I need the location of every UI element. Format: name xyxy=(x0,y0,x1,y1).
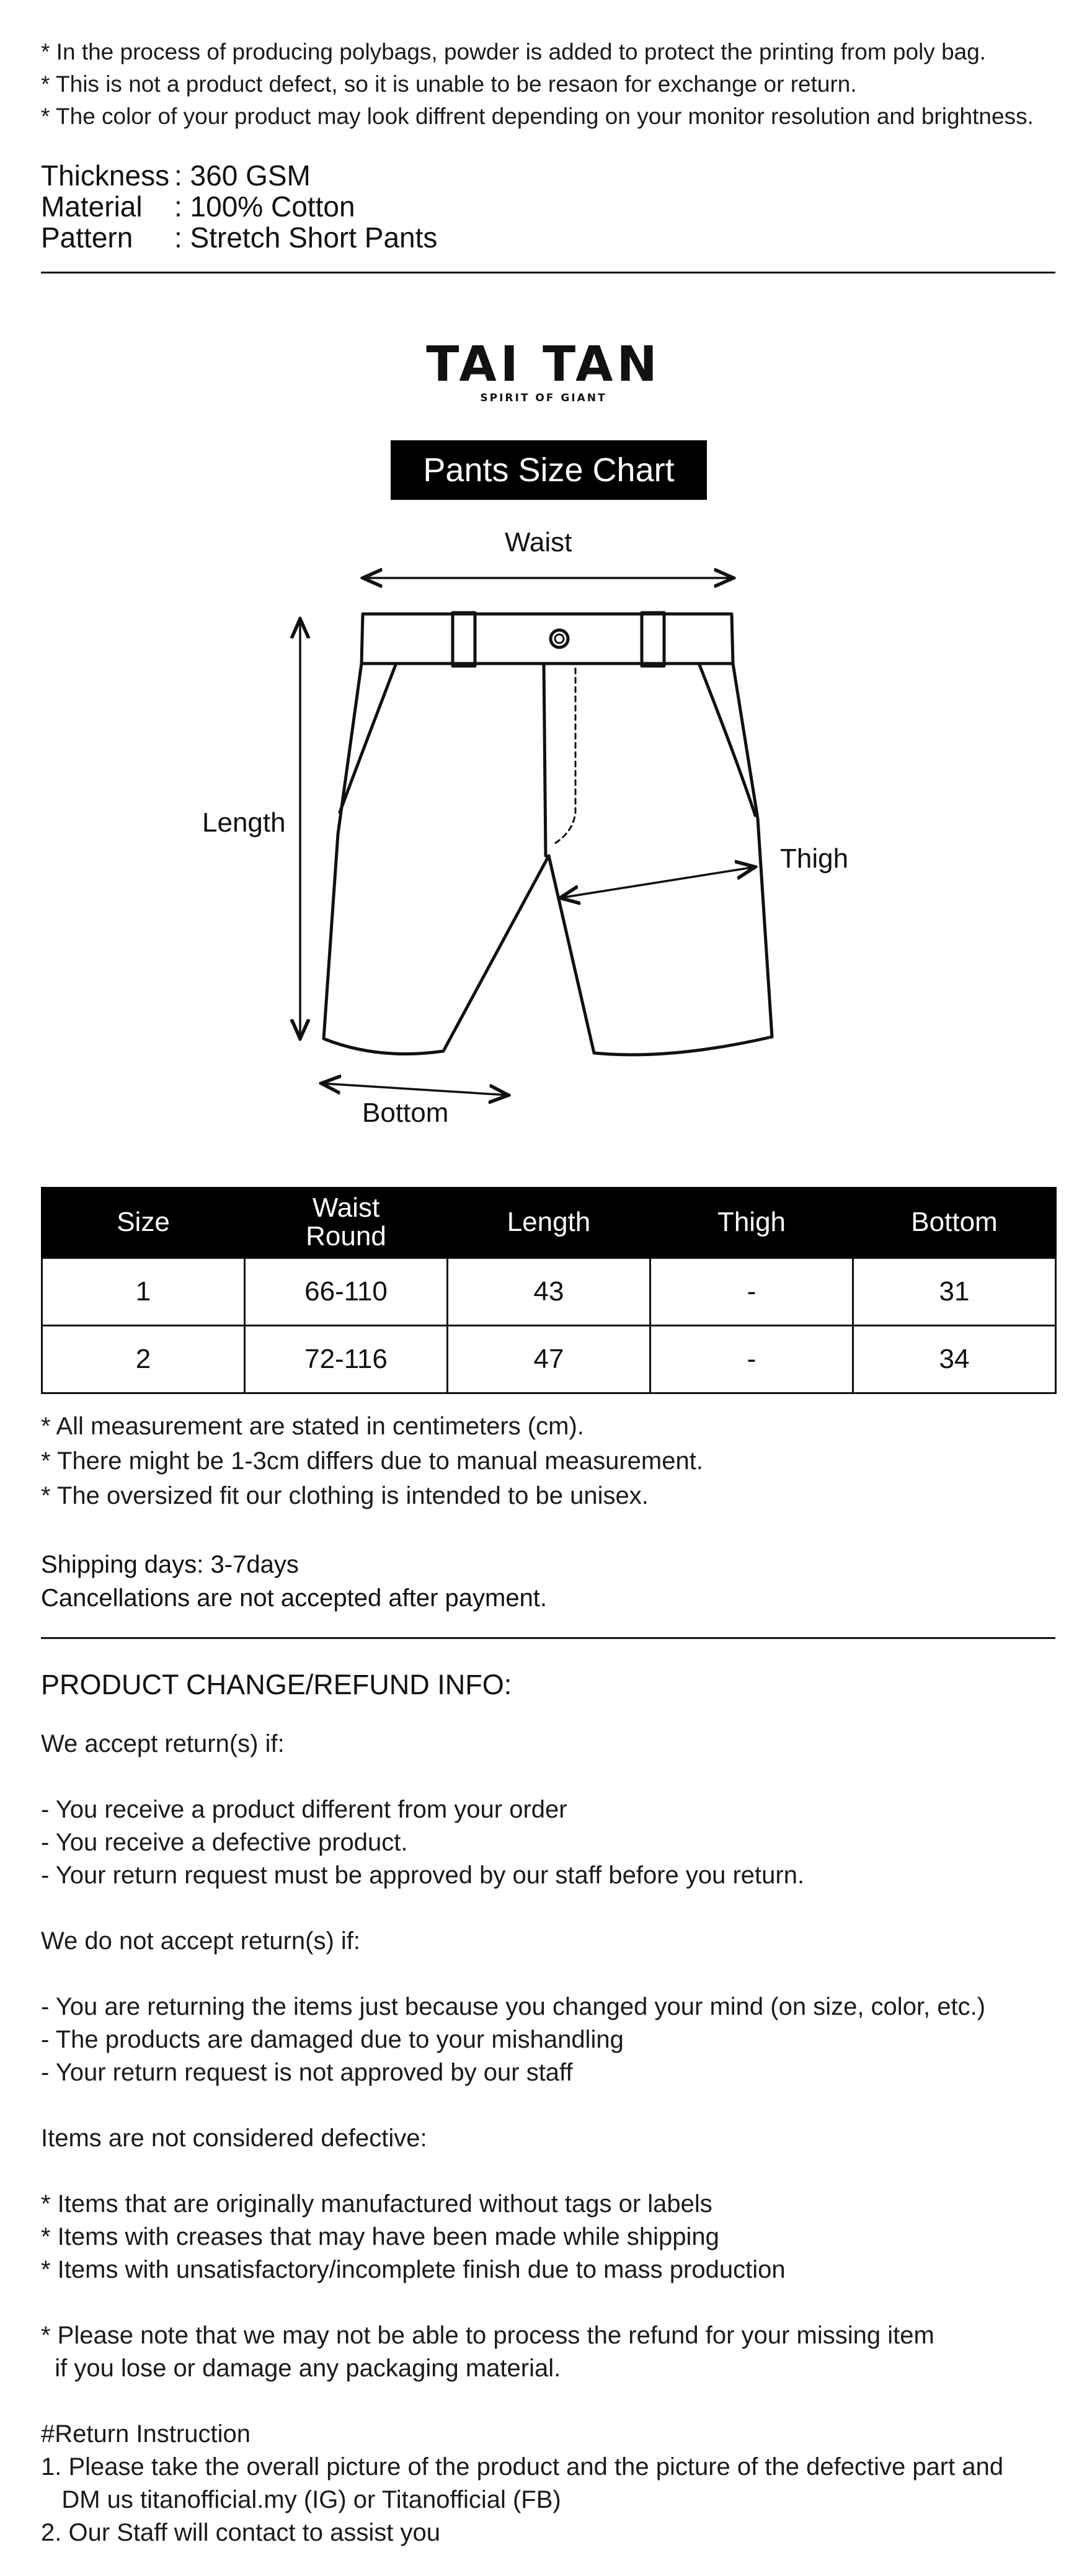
table-row xyxy=(42,1326,1056,1393)
cell-bottom: 34 xyxy=(853,1326,1056,1393)
note-line: * There might be 1-3cm differs due to manual measurement. xyxy=(41,1447,703,1475)
refund-info xyxy=(41,1668,1058,2549)
pants-illustration xyxy=(0,521,1087,1153)
spec-pattern xyxy=(41,222,437,253)
belt-loop-right xyxy=(642,613,664,666)
pocket-right xyxy=(699,665,755,815)
list-item: - Your return request must be approved by our staff before you return. xyxy=(41,1862,805,1889)
packaging-note: * Please note that we may not be able to process the refund for your missing item xyxy=(41,2322,934,2349)
col-bottom: Bottom xyxy=(853,1187,1056,1258)
button-icon xyxy=(551,630,568,647)
waistband-shape xyxy=(362,614,733,664)
cell-waist: 72-116 xyxy=(245,1326,448,1393)
list-item: - Your return request is not approved by our staff xyxy=(41,2059,573,2086)
list-item: - You are returning the items just because you changed your mind (on size, color, etc.) xyxy=(41,1993,986,2020)
instruction-line: 1. Please take the overall picture of the product and the picture of the defective part and xyxy=(41,2453,1004,2481)
note-line: * The color of your product may look diffrent depending on your monitor resolution and brightness. xyxy=(41,104,1034,129)
shipping-days: Shipping days: 3-7days xyxy=(41,1551,299,1578)
waist-label: Waist xyxy=(505,527,572,557)
cell-thigh: - xyxy=(650,1326,853,1393)
cell-size: 2 xyxy=(42,1326,245,1393)
defect-title: Items are not considered defective: xyxy=(41,2125,427,2152)
thigh-arrow xyxy=(560,867,755,898)
spec-thickness xyxy=(41,160,437,191)
refund-heading: PRODUCT CHANGE/REFUND INFO: xyxy=(41,1669,512,1700)
size-table xyxy=(41,1187,1057,1394)
packaging-note: if you lose or damage any packaging material. xyxy=(41,2355,561,2382)
col-thigh: Thigh xyxy=(650,1187,853,1258)
cell-waist: 66-110 xyxy=(245,1258,448,1326)
table-row xyxy=(42,1258,1056,1326)
pants-diagram xyxy=(0,521,1087,1153)
cell-bottom: 31 xyxy=(853,1258,1056,1326)
list-item: * Items with creases that may have been made while shipping xyxy=(41,2223,719,2250)
bottom-arrow xyxy=(321,1083,508,1095)
product-specs xyxy=(41,160,437,253)
cancellation-policy: Cancellations are not accepted after payment. xyxy=(41,1584,548,1612)
pocket-left xyxy=(340,665,396,812)
instruction-title: #Return Instruction xyxy=(41,2420,251,2448)
center-seam xyxy=(544,664,546,856)
list-item: * Items with unsatisfactory/incomplete finish due to mass production xyxy=(41,2256,786,2283)
cell-length: 43 xyxy=(448,1258,650,1326)
thigh-label: Thigh xyxy=(780,843,849,874)
length-label: Length xyxy=(202,807,286,838)
accept-title: We accept return(s) if: xyxy=(41,1730,285,1757)
size-chart-title: Pants Size Chart xyxy=(391,440,707,500)
note-line: * All measurement are stated in centimeters (cm). xyxy=(41,1413,584,1440)
shipping-info xyxy=(41,1548,547,1615)
cell-length: 47 xyxy=(448,1326,650,1393)
cell-size: 1 xyxy=(42,1258,245,1326)
list-item: - You receive a defective product. xyxy=(41,1829,408,1856)
product-notes xyxy=(41,36,1058,133)
spec-key: Pattern xyxy=(41,221,133,254)
divider xyxy=(41,272,1055,273)
spec-material xyxy=(41,191,437,222)
spec-value: : Stretch Short Pants xyxy=(174,221,438,254)
spec-value: : 360 GSM xyxy=(174,159,311,192)
note-line: * In the process of producing polybags, powder is added to protect the printing from poly bag. xyxy=(41,39,987,64)
list-item: - You receive a product different from your order xyxy=(41,1796,567,1823)
list-item: - The products are damaged due to your mishandling xyxy=(41,2026,624,2053)
fly-stitch xyxy=(555,668,575,843)
belt-loop-left xyxy=(453,613,475,666)
bottom-label: Bottom xyxy=(362,1098,449,1128)
brand-tagline: SPIRIT OF GIANT xyxy=(480,392,607,404)
instruction-line: DM us titanofficial.my (IG) or Titanofficial (FB) xyxy=(41,2486,561,2513)
brand-name: TAI TAN xyxy=(426,337,661,393)
spec-key: Thickness xyxy=(41,159,170,192)
brand-logo xyxy=(0,337,1087,404)
list-item: * Items that are originally manufactured without tags or labels xyxy=(41,2190,712,2218)
cell-thigh: - xyxy=(650,1258,853,1326)
col-waist-round: Waist Round xyxy=(245,1187,448,1258)
pants-outline xyxy=(324,664,772,1055)
note-line: * The oversized fit our clothing is intended to be unisex. xyxy=(41,1482,649,1509)
col-length: Length xyxy=(448,1187,650,1258)
measurement-notes xyxy=(41,1409,703,1513)
spec-key: Material xyxy=(41,190,143,223)
reject-title: We do not accept return(s) if: xyxy=(41,1927,361,1955)
note-line: * This is not a product defect, so it is unable to be resaon for exchange or return. xyxy=(41,71,857,97)
spec-value: : 100% Cotton xyxy=(174,190,355,223)
divider xyxy=(41,1637,1055,1639)
col-size: Size xyxy=(42,1187,245,1258)
table-header-row xyxy=(42,1187,1056,1258)
instruction-line: 2. Our Staff will contact to assist you xyxy=(41,2519,440,2546)
